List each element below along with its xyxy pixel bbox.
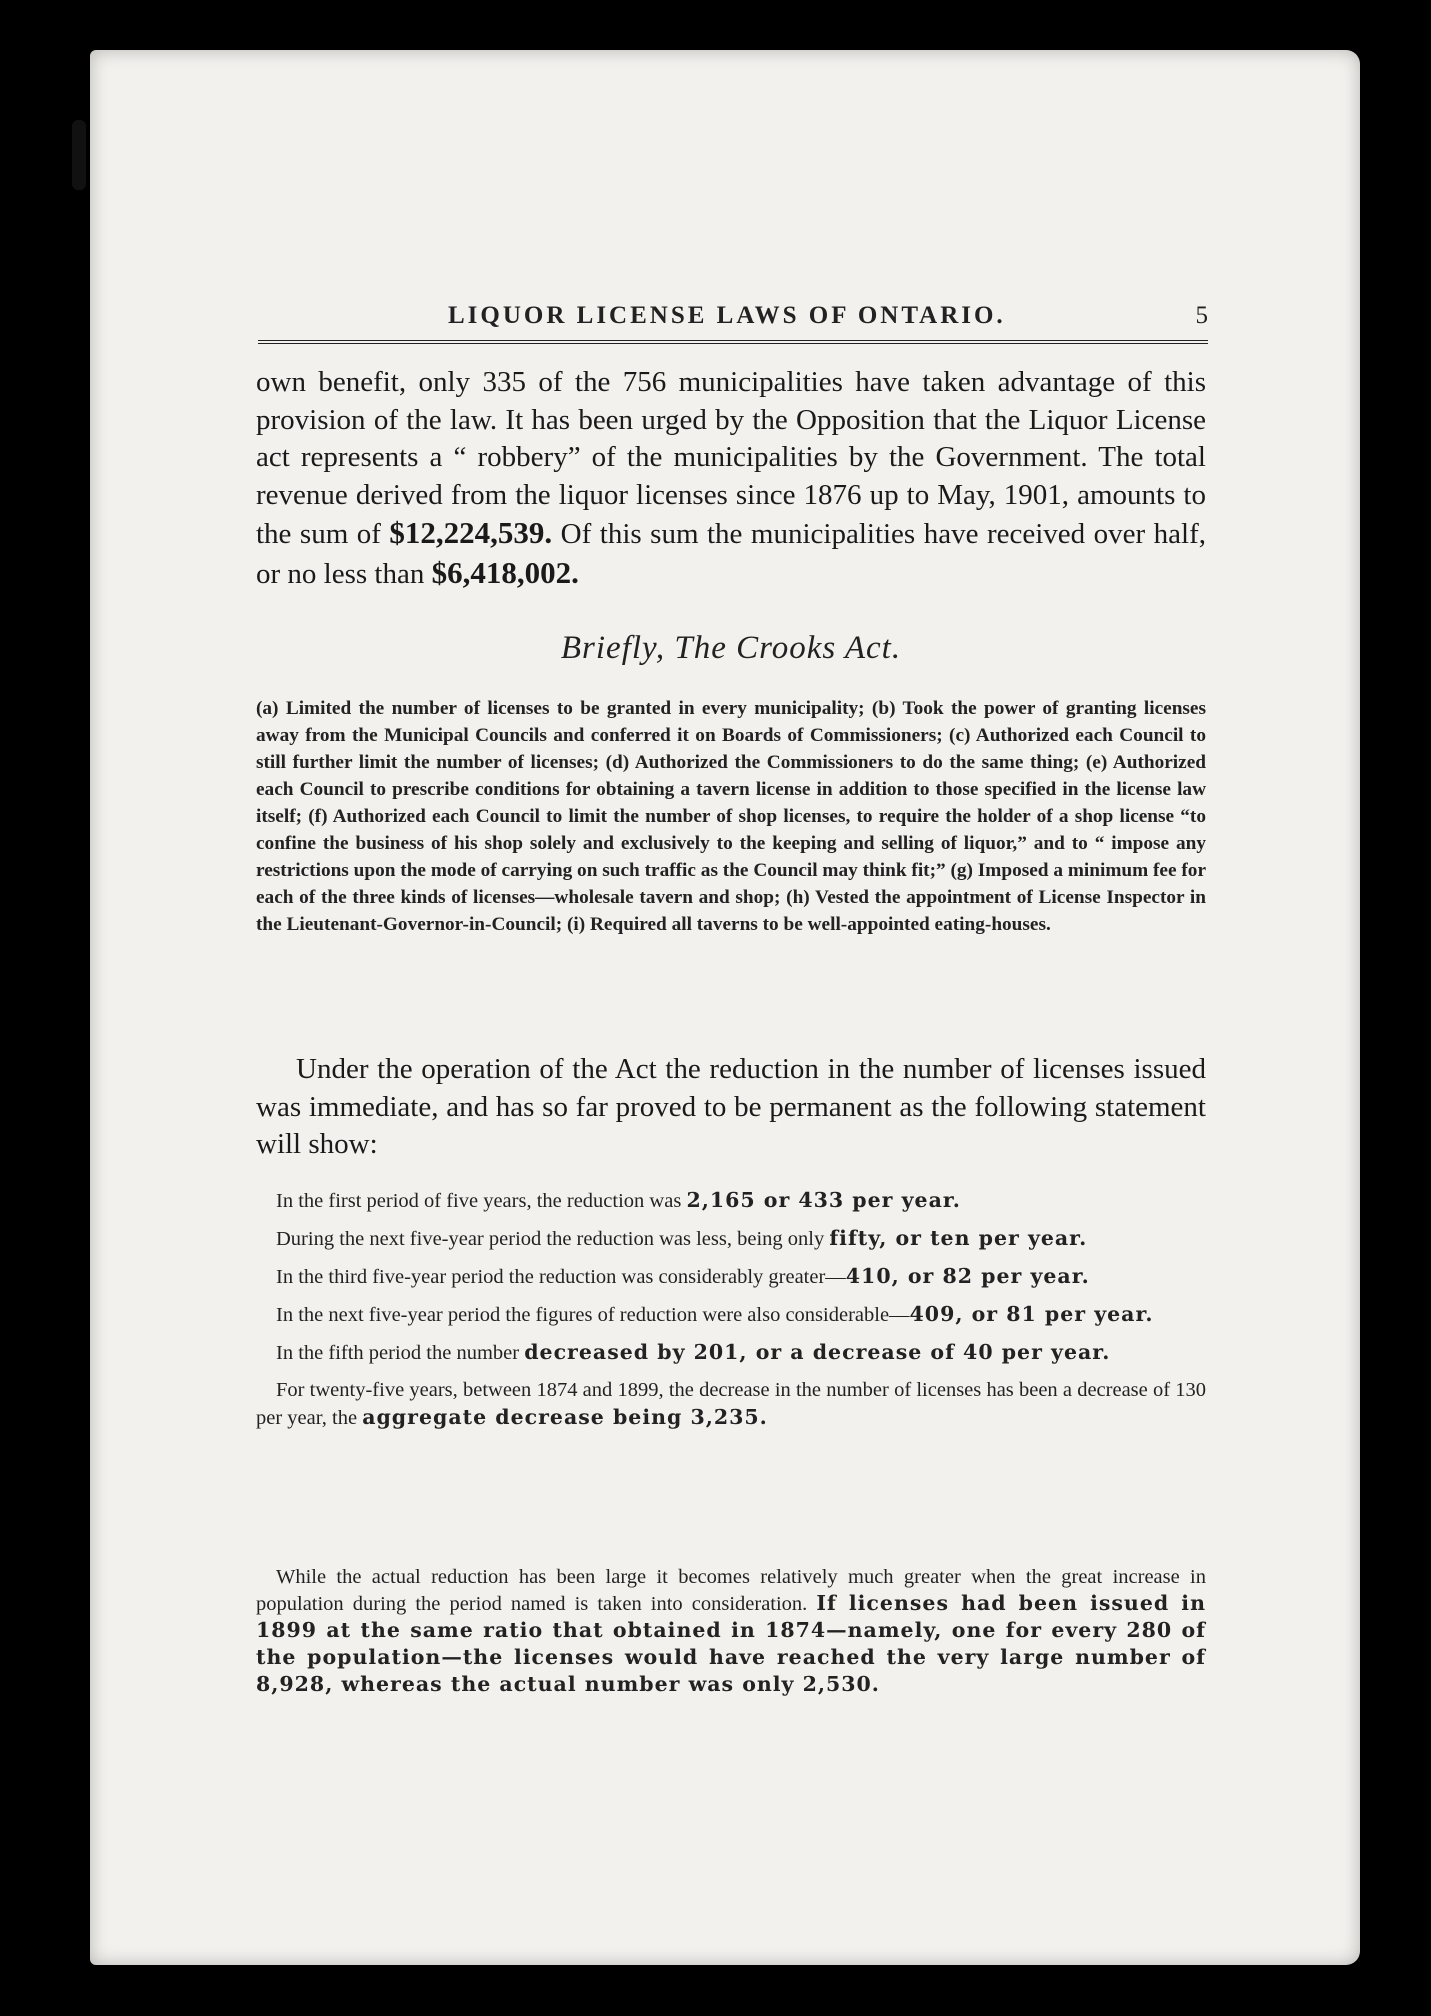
page-number: 5 — [1195, 302, 1208, 329]
statement-figure: aggregate decrease being 3,235. — [362, 1405, 768, 1429]
intro-paragraph-block — [256, 364, 1206, 593]
statement-item: During the next five-year period the reduction was less, being only fifty, or ten per year. — [276, 1226, 1088, 1250]
statement-item: In the third five-year period the reduction was considerably greater—410, or 82 per year. — [276, 1264, 1090, 1288]
intro-text-2: Of this sum the municipalities have received over half, or no less than — [256, 518, 1206, 590]
statement-item: In the first period of five years, the reduction was 2,165 or 433 per year. — [276, 1188, 961, 1212]
statement-figure: 410, or 82 per year. — [845, 1264, 1090, 1288]
municipal-share-amount: $6,418,002. — [431, 554, 579, 590]
statement-figure: 409, or 81 per year. — [909, 1302, 1154, 1326]
closing-block — [256, 1564, 1206, 1698]
binding-mark — [72, 120, 86, 190]
statement-item: For twenty-five years, between 1874 and 1899, the decrease in the number of licenses has been a decrease of 130 per year, the aggregate decrease being 3,235. — [256, 1379, 1206, 1429]
statement-item: In the next five-year period the figures of reduction were also considerable—409, or 81 per year. — [276, 1302, 1154, 1326]
running-title: LIQUOR LICENSE LAWS OF ONTARIO. — [448, 302, 1006, 329]
statement-figure: fifty, or ten per year. — [829, 1226, 1088, 1250]
operation-intro-block — [256, 1051, 1206, 1164]
scan-border — [1360, 0, 1431, 2016]
section-title: Briefly, The Crooks Act. — [560, 630, 902, 666]
operation-intro: Under the operation of the Act the reduction in the number of licenses issued was immediate, and has so far proved to be permanent as the following statement will show: — [256, 1053, 1206, 1160]
crooks-act-summary-block — [256, 695, 1206, 938]
statement-figure: decreased by 201, or a decrease of 40 per year. — [524, 1340, 1111, 1364]
crooks-act-summary: (a) Limited the number of licenses to be granted in every municipality; (b) Took the power of granting licenses away from the Municipal Councils and conferred it on Boards of Commissioners; (c) Authorized each Council to still further limit the number of licenses; (d) Authorized the Commissioners to do the same thing; (e) Authorized each Council to prescribe conditions for obtaining a tavern license in addition to those specified in the license law itself; (f) Authorized each Council to limit the number of shop licenses, to require the holder of a shop license “to confine the business of his shop solely and exclusively to the keeping and selling of liquor,” and to “ impose any restrictions upon the mode of carrying on such traffic as the Council may think fit;” (g) Imposed a minimum fee for each of the three kinds of licenses—wholesale tavern and shop; (h) Vested the appointment of License Inspector in the Lieutenant-Governor-in-Council; (i) Required all taverns to be well-appointed eating-houses. — [256, 698, 1206, 935]
statements-list — [256, 1187, 1206, 1442]
intro-text-1: own benefit, only 335 of the 756 municipalities have taken advantage of this provision of the law. It has been urged by the Opposition that the Liquor License act represents a “ robbery” of the municipalities by the Government. The total revenue derived from the liquor licenses since 1876 up to May, 1901, amounts to the sum of — [256, 366, 1206, 550]
page-header — [258, 300, 1208, 344]
statement-item: In the fifth period the number decreased by 201, or a decrease of 40 per year. — [276, 1340, 1111, 1364]
intro-paragraph — [256, 364, 1206, 593]
total-revenue-amount: $12,224,539. — [389, 515, 553, 550]
closing-emphasis: If licenses had been issued in 1899 at the same ratio that obtained in 1874—namely, one for every 280 of the population—the licenses would have reached the very large number of 8,928, whereas the actual number was only 2,530. — [256, 1591, 1206, 1696]
closing-paragraph: While the actual reduction has been large it becomes relatively much greater when the great increase in population during the period named is taken into consideration. If licenses had been issued in 1899 at the same ratio that obtained in 1874—namely, one for every 280 of the population—the licenses would have reached the very large number of 8,928, whereas the actual number was only 2,530. — [256, 1566, 1206, 1696]
statement-figure: 2,165 or 433 per year. — [686, 1188, 961, 1212]
